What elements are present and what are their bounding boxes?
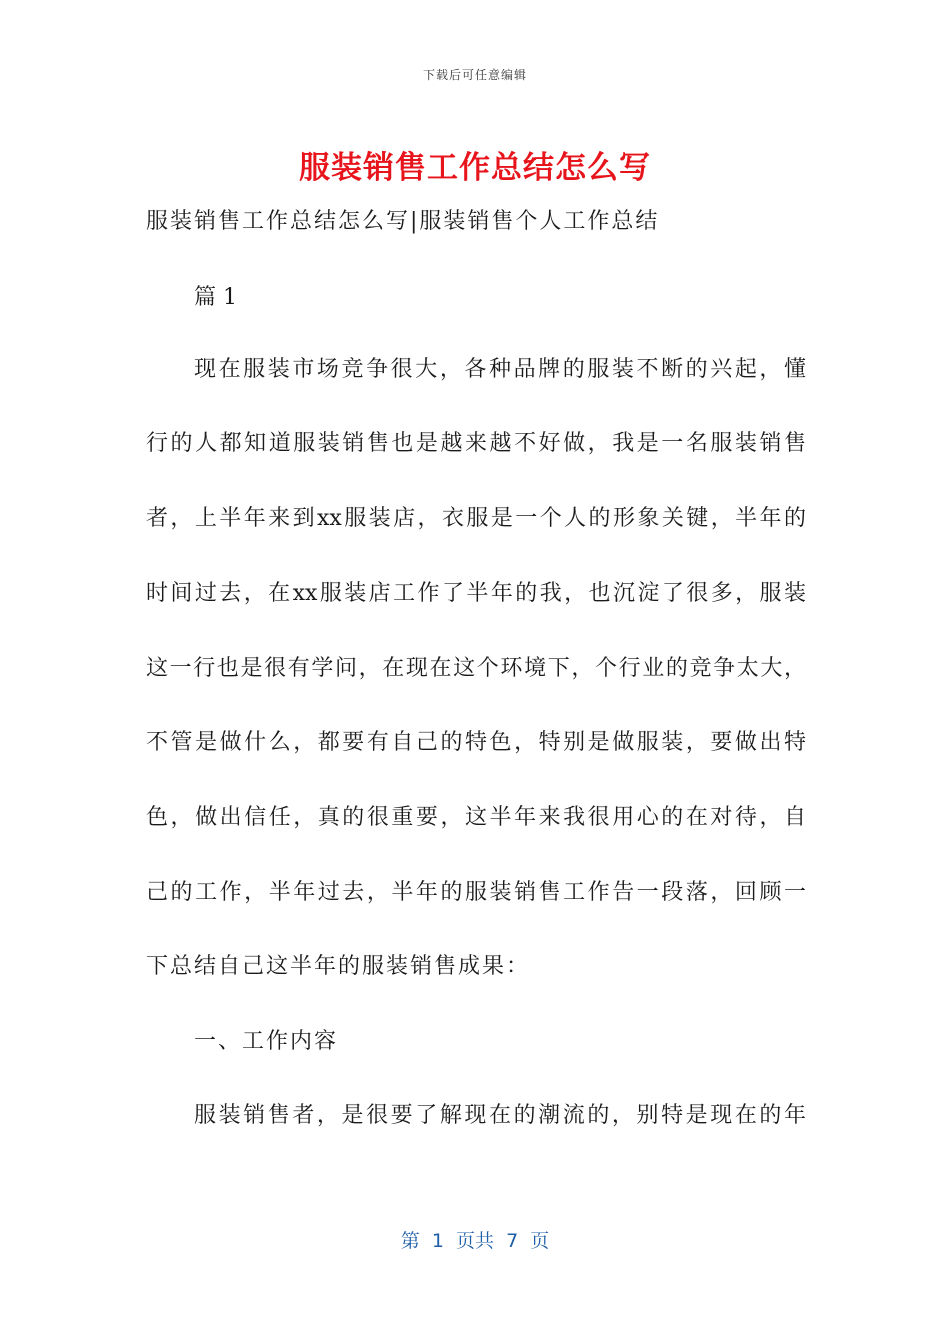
paragraph-line: 不管是做什么，都要有自己的特色，特别是做服装，要做出特: [146, 730, 806, 755]
paragraph-line: 色，做出信任，真的很重要，这半年来我很用心的在对待，自: [146, 805, 806, 830]
paragraph-line: 时间过去，在xx服装店工作了半年的我，也沉淀了很多，服装: [146, 581, 806, 606]
paragraph-line: 现在服装市场竞争很大，各种品牌的服装不断的兴起，懂: [194, 357, 806, 382]
document-subtitle: 服装销售工作总结怎么写|服装销售个人工作总结: [146, 209, 660, 234]
document-title: 服装销售工作总结怎么写: [299, 150, 651, 186]
paragraph-line: 者，上半年来到xx服装店，衣服是一个人的形象关键，半年的: [146, 506, 806, 531]
section-label: 篇 1: [194, 285, 237, 310]
paragraph-line: 行的人都知道服装销售也是越来越不好做，我是一名服装销售: [146, 431, 806, 456]
paragraph-line: 这一行也是很有学问，在现在这个环境下，个行业的竞争太大，: [146, 656, 806, 681]
paragraph-line: 己的工作，半年过去，半年的服装销售工作告一段落，回顾一: [146, 880, 806, 905]
header-note: 下载后可任意编辑: [422, 68, 527, 82]
paragraph-line: 服装销售者，是很要了解现在的潮流的，别特是现在的年: [194, 1103, 806, 1128]
page-footer: 第 1 页共 7 页: [400, 1230, 550, 1252]
section-heading: 一、工作内容: [194, 1029, 339, 1054]
paragraph-line: 下总结自己这半年的服装销售成果：: [146, 954, 531, 979]
